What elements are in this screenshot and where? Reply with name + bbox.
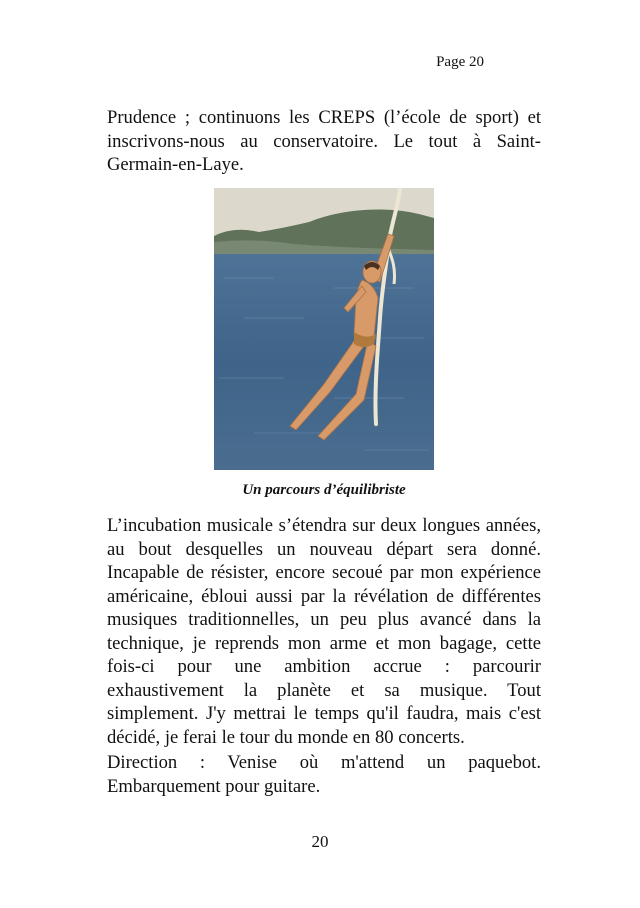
paragraph-incubation: L’incubation musicale s’étendra sur deux longues années, au bout desquelles un nouveau départ sera donné. Incapable de résister, encore secoué par mon expérience américaine, ébloui aussi par la révélation de différentes musiques traditionnelles, un peu plus avancé dans la technique, je reprends mon arme et mon bagage, cette fois-ci pour une ambition accrue : parcourir exhaustivement la planète et sa musique. Tout simplement. J'y mettrai le temps qu'il faudra, mais c'est décidé, je ferai le tour du monde en 80 concerts. [107, 515, 541, 748]
paragraph-direction: Direction : Venise où m'attend un paquebot. Embarquement pour guitare. [107, 752, 541, 797]
page-number: 20 [311, 832, 329, 851]
photo-rope-swing [214, 188, 434, 470]
photo-illustration [214, 188, 434, 470]
running-head: Page 20 [436, 54, 484, 70]
figure-caption: Un parcours d’équilibriste [242, 482, 406, 498]
paragraph-intro: Prudence ; continuons les CREPS (l’école de sport) et inscrivons-nous au conservatoire. Le tout à Saint-Germain-en-Laye. [107, 107, 541, 175]
